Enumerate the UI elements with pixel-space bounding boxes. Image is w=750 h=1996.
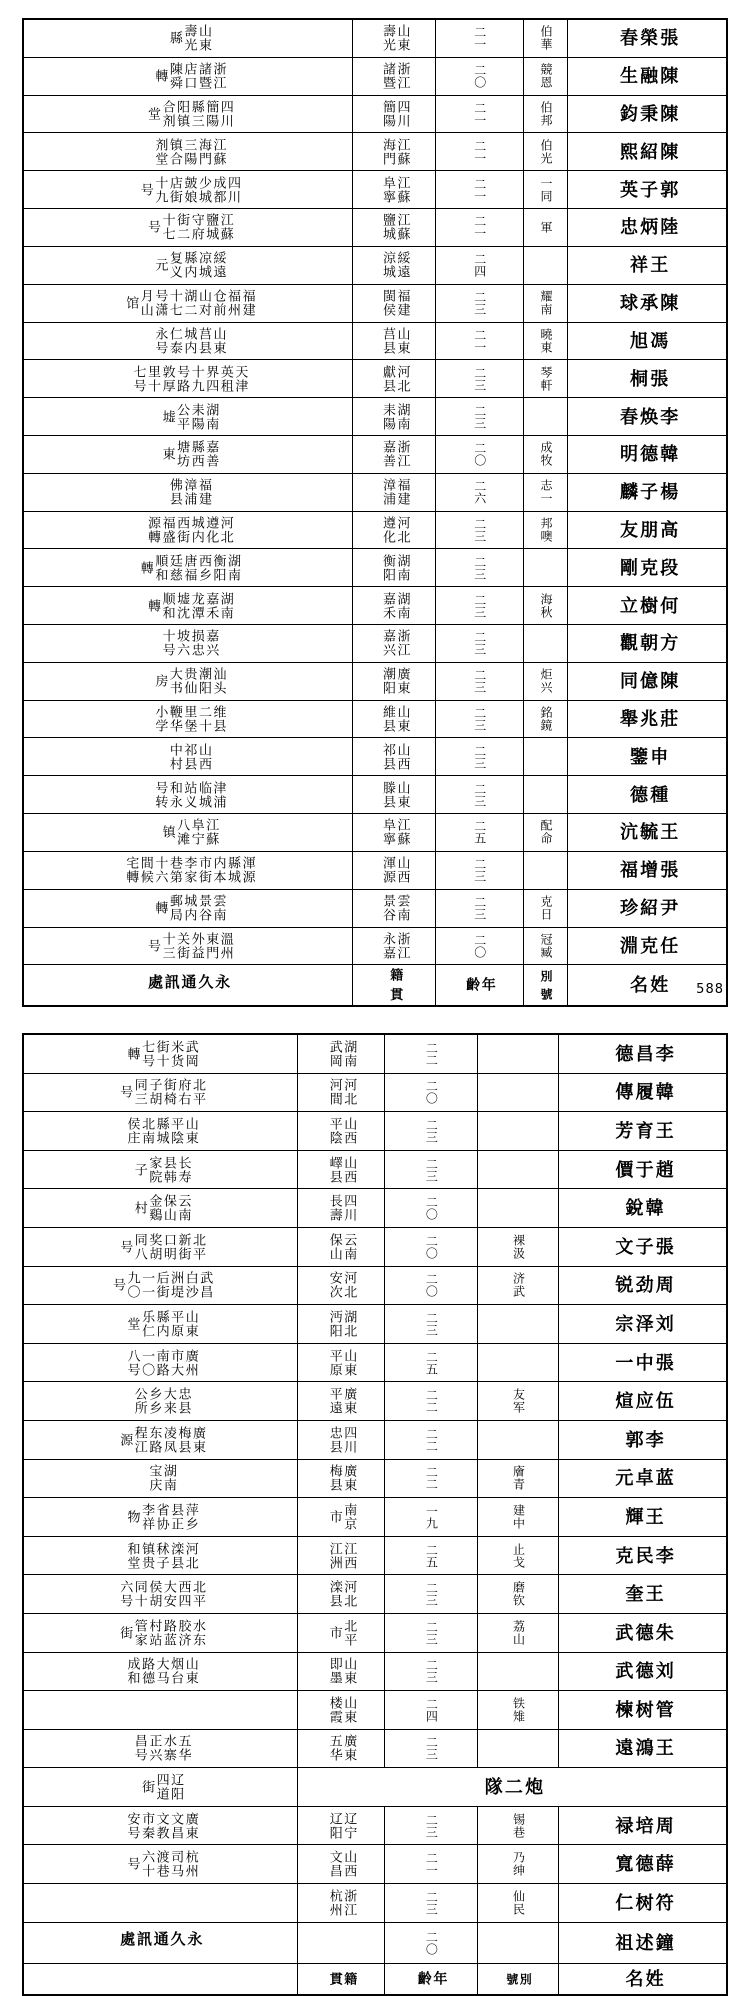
- cell-age-b1-3: 二一: [435, 133, 523, 171]
- cell-native-b1-3: 江蘇海門: [353, 133, 435, 171]
- cell-alias-b1-9: 琴軒: [523, 360, 568, 398]
- cell-native-b1-0: 山東壽光: [353, 19, 435, 57]
- cell-addr-b2-20: 廣東文昌文教市秦安号: [23, 1806, 297, 1845]
- cell-age-b2-19: 二三: [384, 1806, 477, 1845]
- cell-age-b2-10: 二二: [384, 1420, 477, 1459]
- cell-name-b1-5: 陸炳忠: [568, 209, 727, 247]
- cell-age-b2-13: 二五: [384, 1536, 477, 1575]
- cell-name-b1-4: 郭子英: [568, 171, 727, 209]
- cell-native-b2-15: 北平市: [297, 1613, 384, 1652]
- cell-addr-b2-1: 北平府右街椅子胡同三号: [23, 1073, 297, 1112]
- cell-addr-b1-13: 河北遵化城内西街福盛源轉: [23, 511, 353, 549]
- cell-addr-b1-4: 四川成都少城皷娘店街十九号: [23, 171, 353, 209]
- cell-alias-b2-18: [477, 1729, 558, 1768]
- cell-native-b2-3: 山西嶧县: [297, 1150, 384, 1189]
- cell-native-b1-20: 山東滕县: [353, 776, 435, 814]
- row-aliases-block1: [523, 19, 568, 1006]
- cell-name-b2-11: 蓝卓元: [559, 1459, 728, 1498]
- row-native-block2: [297, 1034, 384, 1995]
- cell-addr-b1-10: 湖南耒陽公平墟: [23, 398, 353, 436]
- cell-age-b1-19: 二三: [435, 738, 523, 776]
- cell-alias-b1-1: 競恩: [523, 57, 568, 95]
- cell-name-b1-1: 陳融生: [568, 57, 727, 95]
- cell-addr-b2-7: 山東平原縣内乐仁堂: [23, 1305, 297, 1344]
- header-alias: 別 號: [523, 965, 568, 1006]
- cell-age-b1-11: 二〇: [435, 435, 523, 473]
- row-native-block1: [353, 19, 435, 1006]
- cell-native-b1-16: 浙江嘉兴: [353, 625, 435, 663]
- header-name: 姓 名: [568, 965, 727, 1006]
- cell-addr-b2-12: 萍乡县正省协李祥物: [23, 1498, 297, 1537]
- cell-name-b1-17: 陳億同: [568, 662, 727, 700]
- cell-age-b1-10: 二三: [435, 398, 523, 436]
- cell-alias-b1-6: [523, 246, 568, 284]
- row-ages-block2: [384, 1034, 477, 1995]
- cell-native-b1-23: 雲南景谷: [353, 889, 435, 927]
- cell-alias-b2-16: [477, 1652, 558, 1691]
- cell-name-b1-0: 張榮春: [568, 19, 727, 57]
- header-native-block2: 籍 貫: [297, 1964, 384, 1995]
- cell-alias-b1-18: 銘鏡: [523, 700, 568, 738]
- cell-alias-b1-19: [523, 738, 568, 776]
- cell-addr-b2-22: [23, 1884, 297, 1923]
- cell-addr-b2-2: 山東平陰縣城北南侯庄: [23, 1112, 297, 1151]
- cell-age-b1-20: 二三: [435, 776, 523, 814]
- roster-table-block1: [22, 18, 728, 1007]
- cell-addr-b2-8: 廣州市大南路一〇八号: [23, 1343, 297, 1382]
- cell-alias-b1-14: [523, 549, 568, 587]
- cell-age-b1-2: 二一: [435, 95, 523, 133]
- cell-addr-b1-20: 津浦临城站义和永号转: [23, 776, 353, 814]
- cell-alias-b1-16: [523, 625, 568, 663]
- cell-addr-b2-0: 武岡米货街十七号轉: [23, 1034, 297, 1073]
- cell-native-b1-13: 河北遵化: [353, 511, 435, 549]
- cell-addr-b2-11: 湖南宝庆: [23, 1459, 297, 1498]
- cell-native-b1-18: 山東維县: [353, 700, 435, 738]
- row-aliases-block2: [477, 1034, 558, 1995]
- cell-name-b1-13: 高朋友: [568, 511, 727, 549]
- cell-name-b1-21: 王毓沆: [568, 814, 727, 852]
- cell-alias-b2-5: 裸汲: [477, 1227, 558, 1266]
- cell-alias-b1-15: 海秋: [523, 587, 568, 625]
- cell-alias-b2-0: [477, 1034, 558, 1073]
- cell-addr-b2-14: 北平西四大安侯胡同十六号: [23, 1575, 297, 1614]
- cell-alias-b1-13: 邦噢: [523, 511, 568, 549]
- cell-native-b2-12: 南京市: [297, 1498, 384, 1537]
- roster-table-block2: [22, 1033, 728, 1996]
- cell-name-b1-8: 馮旭: [568, 322, 727, 360]
- cell-addr-b1-15: 湖南嘉禾龙潭墟沈顺和轉: [23, 587, 353, 625]
- cell-age-b2-7: 二三: [384, 1305, 477, 1344]
- header-age-block2: 年齡: [384, 1964, 477, 1995]
- cell-alias-b1-2: 伯邦: [523, 95, 568, 133]
- cell-addr-b2-13: 河北滦县秫子镇贵和堂: [23, 1536, 297, 1575]
- cell-age-b2-9: 二二: [384, 1382, 477, 1421]
- cell-alias-b1-5: 軍: [523, 209, 568, 247]
- cell-alias-b1-4: 一同: [523, 171, 568, 209]
- cell-native-b1-24: 浙江永嘉: [353, 927, 435, 965]
- cell-addr-b1-5: 江蘇鹽城守府街二十七号: [23, 209, 353, 247]
- cell-age-b2-18: 二三: [384, 1729, 477, 1768]
- cell-age-b2-6: 二〇: [384, 1266, 477, 1305]
- cell-name-b2-1: 韓履傳: [559, 1073, 728, 1112]
- cell-addr-b2-9: 忠县大来乡乡公所: [23, 1382, 297, 1421]
- cell-alias-b1-11: 成牧: [523, 435, 568, 473]
- cell-age-b2-14: 二三: [384, 1575, 477, 1614]
- cell-name-b2-20: 薛德寬: [559, 1845, 728, 1884]
- cell-name-b1-22: 張增福: [568, 851, 727, 889]
- cell-name-b2-13: 李民克: [559, 1536, 728, 1575]
- cell-name-b2-2: 王育芳: [559, 1112, 728, 1151]
- cell-addr-b1-24: 溫州東門外益关街十三号: [23, 927, 353, 965]
- cell-addr-b1-12: 福建漳浦佛县: [23, 473, 353, 511]
- cell-native-b2-11: 廣東梅县: [297, 1459, 384, 1498]
- cell-name-b1-18: 莊兆舉: [568, 700, 727, 738]
- cell-alias-b2-9: 友军: [477, 1382, 558, 1421]
- cell-name-b2-16: 刘德武: [559, 1652, 728, 1691]
- cell-addr-b2-18: 五华水寨正兴昌号: [23, 1729, 297, 1768]
- cell-age-b1-7: 二三: [435, 284, 523, 322]
- cell-age-b1-17: 二三: [435, 662, 523, 700]
- cell-native-b1-8: 山東莒县: [353, 322, 435, 360]
- cell-alias-b2-10: [477, 1420, 558, 1459]
- row-ages-block1: [435, 19, 523, 1006]
- cell-age-b1-13: 二三: [435, 511, 523, 549]
- cell-addr-b1-17: 汕头潮阳贵仙大书房: [23, 662, 353, 700]
- cell-age-b2-1: 二〇: [384, 1073, 477, 1112]
- cell-addr-b1-9: 天津英租界四十九号路敦厚里十七号: [23, 360, 353, 398]
- cell-native-b2-21: 浙江杭州: [297, 1884, 384, 1923]
- cell-name-b2-5: 張子文: [559, 1227, 728, 1266]
- cell-native-b2-1: 河北河間: [297, 1073, 384, 1112]
- cell-name-b2-18: 王鴻遠: [559, 1729, 728, 1768]
- header-native: 籍 貫: [353, 965, 435, 1006]
- cell-addr-b1-22: 渾源縣城内本市街李家巷第十六間候宅轉: [23, 851, 353, 889]
- cell-alias-b2-2: [477, 1112, 558, 1151]
- cell-name-b2-10: 李郭: [559, 1420, 728, 1459]
- cell-name-b2-8: 張中一: [559, 1343, 728, 1382]
- cell-native-b2-8: 山東平原: [297, 1343, 384, 1382]
- cell-name-b2-15: 朱德武: [559, 1613, 728, 1652]
- cell-native-b1-1: 浙江諸暨: [353, 57, 435, 95]
- cell-addr-b1-16: 嘉兴损忠坡六十号: [23, 625, 353, 663]
- cell-name-b1-9: 張桐: [568, 360, 727, 398]
- row-address-block2: [23, 1034, 297, 1995]
- cell-native-b2-6: 河北安次: [297, 1266, 384, 1305]
- cell-native-b2-20: 山西文昌: [297, 1845, 384, 1884]
- cell-addr-b1-2: 四川簡陽縣三阳镇合剂堂: [23, 95, 353, 133]
- cell-native-b1-12: 福建漳浦: [353, 473, 435, 511]
- cell-native-b1-6: 綏遠涼城: [353, 246, 435, 284]
- cell-alias-b1-3: 伯光: [523, 133, 568, 171]
- cell-age-b1-9: 二三: [435, 360, 523, 398]
- cell-age-b2-0: 二二: [384, 1034, 477, 1073]
- header-name-block2: 姓 名: [559, 1964, 728, 1995]
- row-names-block1: [568, 19, 727, 1006]
- cell-age-b1-6: 二四: [435, 246, 523, 284]
- cell-addr-b1-23: 雲南景谷城内郵局轉: [23, 889, 353, 927]
- cell-name-b2-22: 鐘述祖: [559, 1922, 728, 1963]
- cell-age-b1-5: 二一: [435, 209, 523, 247]
- cell-name-b2-19: 周培禄: [559, 1806, 728, 1845]
- cell-alias-b2-14: 磨钦: [477, 1575, 558, 1614]
- cell-age-b2-5: 二〇: [384, 1227, 477, 1266]
- cell-alias-b1-24: 冠臧: [523, 927, 568, 965]
- cell-age-b2-20: 二一: [384, 1845, 477, 1884]
- cell-alias-b1-20: [523, 776, 568, 814]
- cell-name-b2-7: 刘泽宗: [559, 1305, 728, 1344]
- cell-native-b2-7: 湖北沔阳: [297, 1305, 384, 1344]
- cell-alias-b2-1: [477, 1073, 558, 1112]
- cell-age-b1-12: 二六: [435, 473, 523, 511]
- cell-native-b1-14: 湖南衡阳: [353, 549, 435, 587]
- cell-native-b2-18: 廣東五华: [297, 1729, 384, 1768]
- cell-age-b1-15: 二三: [435, 587, 523, 625]
- cell-addr-b2-17: [23, 1691, 297, 1730]
- cell-native-b1-2: 四川簡陽: [353, 95, 435, 133]
- cell-addr-b1-11: 嘉善縣西塘坊東: [23, 435, 353, 473]
- cell-alias-b1-22: [523, 851, 568, 889]
- cell-alias-b2-17: 铁雉: [477, 1691, 558, 1730]
- cell-name-b2-17: 管树楝: [559, 1691, 728, 1730]
- cell-native-b2-4: 四川長壽: [297, 1189, 384, 1228]
- cell-name-b2-4: 韓銳: [559, 1189, 728, 1228]
- cell-name-b1-15: 何樹立: [568, 587, 727, 625]
- cell-alias-b1-0: 伯華: [523, 19, 568, 57]
- cell-native-b2-22: [297, 1922, 384, 1963]
- cell-name-b1-7: 陳承球: [568, 284, 727, 322]
- cell-age-b1-1: 二〇: [435, 57, 523, 95]
- cell-native-b2-9: 廣東平遠: [297, 1382, 384, 1421]
- cell-age-b1-0: 二一: [435, 19, 523, 57]
- cell-addr-b1-21: 江蘇阜宁八滩镇: [23, 814, 353, 852]
- cell-age-b1-21: 二五: [435, 814, 523, 852]
- cell-age-b1-22: 二三: [435, 851, 523, 889]
- cell-addr-b2-21: 杭州司马渡巷六十号: [23, 1845, 297, 1884]
- cell-native-b2-0: 湖南武岡: [297, 1034, 384, 1073]
- cell-name-b1-3: 陳紹熙: [568, 133, 727, 171]
- cell-addr-b2-19: 辽阳四道街: [23, 1768, 297, 1807]
- cell-native-b1-11: 浙江嘉善: [353, 435, 435, 473]
- cell-unit-label: 炮 二 隊: [297, 1768, 727, 1807]
- cell-name-b2-21: 符树仁: [559, 1884, 728, 1923]
- cell-alias-b2-21: 仙民: [477, 1884, 558, 1923]
- cell-age-b2-17: 二四: [384, 1691, 477, 1730]
- page-number: 588: [696, 982, 724, 997]
- cell-native-b2-2: 山西平陰: [297, 1112, 384, 1151]
- cell-alias-b2-6: 济武: [477, 1266, 558, 1305]
- header-address-block2: 永 久 通 訊 處: [23, 1922, 297, 1963]
- cell-addr-b1-18: 维县二十里堡鞭华小学: [23, 700, 353, 738]
- cell-age-b2-21: 二三: [384, 1884, 477, 1923]
- cell-addr-b2-6: 武昌白沙洲堤后街一一九〇号: [23, 1266, 297, 1305]
- cell-age-b2-8: 二五: [384, 1343, 477, 1382]
- cell-age-b1-23: 二三: [435, 889, 523, 927]
- cell-alias-b2-11: 廥青: [477, 1459, 558, 1498]
- cell-native-b1-7: 福建閩侯: [353, 284, 435, 322]
- cell-name-b1-19: 申鑒: [568, 738, 727, 776]
- cell-addr-b1-14: 湖南衡阳西乡唐福廷慈順和轉: [23, 549, 353, 587]
- cell-age-b1-4: 二一: [435, 171, 523, 209]
- cell-alias-b2-7: [477, 1305, 558, 1344]
- cell-name-b1-10: 李焕春: [568, 398, 727, 436]
- cell-alias-b1-12: 志一: [523, 473, 568, 511]
- cell-native-b2-5: 云南保山: [297, 1227, 384, 1266]
- cell-addr-b1-19: 山西祁县中村: [23, 738, 353, 776]
- cell-addr-b1-1: 浙江諸暨店口陳舜轉: [23, 57, 353, 95]
- cell-alias-b2-19: 锡巷: [477, 1806, 558, 1845]
- cell-name-b2-14: 王奎: [559, 1575, 728, 1614]
- header-alias-block2: 別 號: [477, 1964, 558, 1995]
- cell-alias-b2-3: [477, 1150, 558, 1189]
- cell-addr-b1-7: 福建福州仓前山对湖二十七号潇月山馆: [23, 284, 353, 322]
- cell-alias-b2-13: 止戈: [477, 1536, 558, 1575]
- cell-native-b2-10: 四川忠县: [297, 1420, 384, 1459]
- cell-native-b1-9: 河北獻县: [353, 360, 435, 398]
- cell-addr-b2-5: 北平新街口明奖胡同八号: [23, 1227, 297, 1266]
- row-names-block2: [559, 1034, 728, 1995]
- cell-age-b2-3: 二三: [384, 1150, 477, 1189]
- cell-native-b1-17: 廣東潮阳: [353, 662, 435, 700]
- cell-native-b2-13: 江西江洲: [297, 1536, 384, 1575]
- cell-name-b1-14: 段克剛: [568, 549, 727, 587]
- cell-alias-b2-22: [477, 1922, 558, 1963]
- cell-alias-b2-12: 建中: [477, 1498, 558, 1537]
- cell-name-b1-23: 尹紹珍: [568, 889, 727, 927]
- cell-alias-b1-10: [523, 398, 568, 436]
- cell-native-b1-22: 山西渾源: [353, 851, 435, 889]
- cell-age-b1-8: 二一: [435, 322, 523, 360]
- row-address-block1: [23, 19, 353, 1006]
- cell-name-b1-20: 種德: [568, 776, 727, 814]
- cell-alias-b2-4: [477, 1189, 558, 1228]
- cell-native-b1-4: 江蘇阜寧: [353, 171, 435, 209]
- cell-addr-b1-6: 綏遠凉城縣内复义元: [23, 246, 353, 284]
- cell-addr-b2-3: 长寿县韩家院子: [23, 1150, 297, 1189]
- cell-addr-b2-10: 廣東梅县凌凤东路程江源: [23, 1420, 297, 1459]
- cell-alias-b1-21: 配命: [523, 814, 568, 852]
- cell-name-b1-24: 任克淵: [568, 927, 727, 965]
- cell-native-b2-16: 山東即墨: [297, 1652, 384, 1691]
- cell-age-b1-16: 二三: [435, 625, 523, 663]
- cell-age-b1-24: 二〇: [435, 927, 523, 965]
- cell-native-b2-17: 山東楼霞: [297, 1691, 384, 1730]
- cell-name-b1-2: 陳秉鈞: [568, 95, 727, 133]
- cell-native-b2-14: 河北滦县: [297, 1575, 384, 1614]
- cell-native-b1-10: 湖南耒陽: [353, 398, 435, 436]
- cell-name-b1-11: 韓德明: [568, 435, 727, 473]
- cell-alias-b1-23: 克日: [523, 889, 568, 927]
- cell-age-b1-18: 二三: [435, 700, 523, 738]
- cell-alias-b2-8: [477, 1343, 558, 1382]
- cell-native-b1-19: 山西祁县: [353, 738, 435, 776]
- cell-addr-b1-3: 江蘇海門三陽镇合剂堂: [23, 133, 353, 171]
- cell-name-b2-12: 王輝: [559, 1498, 728, 1537]
- cell-name-b2-6: 周劲锐: [559, 1266, 728, 1305]
- header-address: 永 久 通 訊 處: [23, 965, 353, 1006]
- cell-alias-b1-8: 曉東: [523, 322, 568, 360]
- cell-age-b2-12: 一九: [384, 1498, 477, 1537]
- cell-addr-b1-0: 山東壽光縣: [23, 19, 353, 57]
- cell-age-b2-15: 二三: [384, 1613, 477, 1652]
- cell-name-b2-9: 伍应煊: [559, 1382, 728, 1421]
- cell-addr-b1-8: 山東莒县城内仁泰永号: [23, 322, 353, 360]
- cell-alias-b1-17: 炬兴: [523, 662, 568, 700]
- cell-addr-b2-4: 云南保山金鷄村: [23, 1189, 297, 1228]
- cell-native-b2-19: 辽宁辽阳: [297, 1806, 384, 1845]
- cell-age-b2-22: 二〇: [384, 1922, 477, 1963]
- cell-addr-b2-16: 山東烟台大马路德成和: [23, 1652, 297, 1691]
- cell-name-b1-6: 王祥: [568, 246, 727, 284]
- cell-name-b2-0: 李昌德: [559, 1034, 728, 1073]
- cell-alias-b2-20: 乃绅: [477, 1845, 558, 1884]
- cell-alias-b2-15: 荔山: [477, 1613, 558, 1652]
- cell-age-b2-11: 二二: [384, 1459, 477, 1498]
- cell-alias-b1-7: 耀南: [523, 284, 568, 322]
- cell-age-b2-16: 二三: [384, 1652, 477, 1691]
- cell-native-b1-5: 江蘇鹽城: [353, 209, 435, 247]
- cell-age-b2-4: 二〇: [384, 1189, 477, 1228]
- cell-name-b1-16: 方朝觀: [568, 625, 727, 663]
- cell-native-b1-21: 江蘇阜寧: [353, 814, 435, 852]
- header-age: 年齡: [435, 965, 523, 1006]
- cell-age-b1-14: 二三: [435, 549, 523, 587]
- cell-native-b1-15: 湖南嘉禾: [353, 587, 435, 625]
- cell-name-b1-12: 楊子麟: [568, 473, 727, 511]
- cell-age-b2-2: 二三: [384, 1112, 477, 1151]
- cell-addr-b2-15: 水东胶济路蓝村站管家街: [23, 1613, 297, 1652]
- cell-name-b2-3: 趙于價: [559, 1150, 728, 1189]
